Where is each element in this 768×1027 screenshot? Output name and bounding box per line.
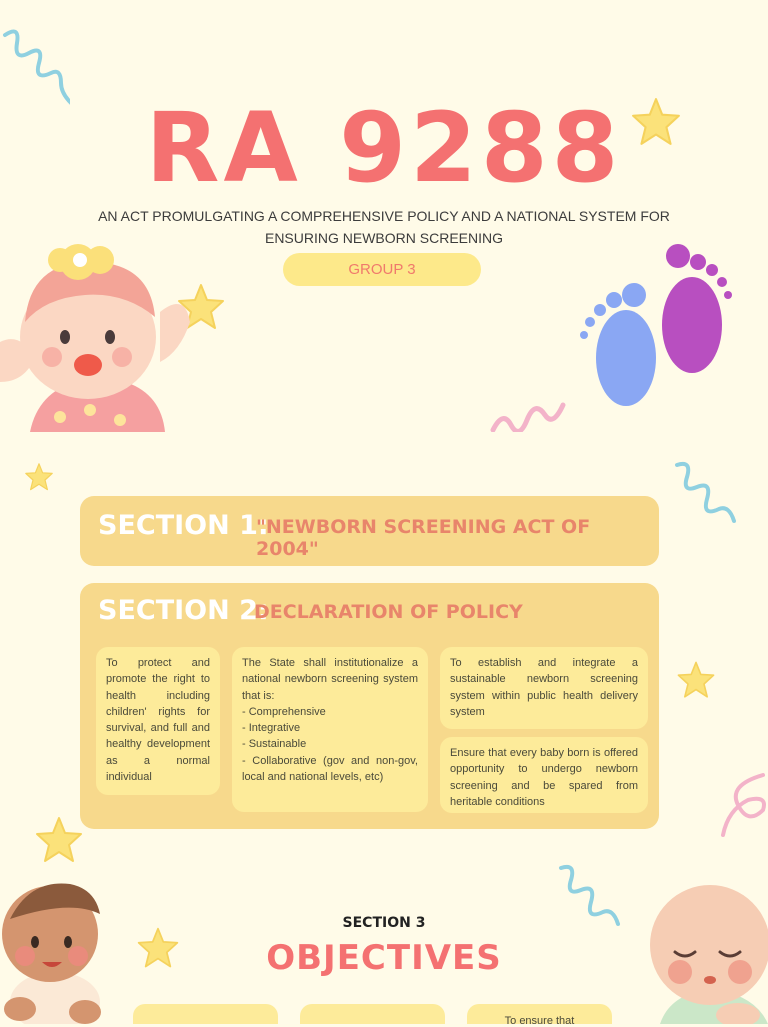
objective-card-text: To ensure that bbox=[504, 1015, 575, 1027]
section-1-title: "NEWBORN SCREENING ACT OF 2004" bbox=[256, 516, 591, 560]
section-2-title: DECLARATION OF POLICY bbox=[254, 601, 523, 623]
baby-girl-illustration bbox=[0, 232, 200, 432]
section-1-heading: SECTION 1: bbox=[98, 510, 269, 541]
objective-card bbox=[300, 1004, 445, 1024]
list-item: - Sustainable bbox=[242, 738, 307, 751]
star-icon bbox=[34, 815, 84, 865]
section-2-heading: SECTION 2: bbox=[98, 595, 269, 626]
state-system-list bbox=[242, 704, 418, 785]
sleeping-baby-illustration bbox=[640, 880, 768, 1024]
subtitle-line-2: ENSURING NEWBORN SCREENING bbox=[264, 230, 504, 246]
state-system-intro: The State shall institutionalize a national newborn screening system that is: bbox=[242, 657, 418, 702]
policy-card-health-rights: To protect and promote the right to health including children' rights for survival, and full and healthy development as a normal individual bbox=[96, 647, 220, 795]
list-item: - Comprehensive bbox=[242, 705, 326, 718]
confetti-swirl-icon bbox=[672, 455, 742, 535]
page-title: RA 9288 bbox=[145, 92, 623, 204]
star-icon bbox=[676, 660, 716, 700]
confetti-swirl-icon bbox=[488, 390, 568, 432]
section-3-title: OBJECTIVES bbox=[266, 938, 502, 978]
star-icon bbox=[24, 462, 54, 492]
section-3-label: SECTION 3 bbox=[342, 915, 426, 931]
objective-card bbox=[133, 1004, 278, 1024]
confetti-swirl-icon bbox=[718, 770, 768, 840]
section-1-panel bbox=[80, 496, 659, 566]
objective-card bbox=[467, 1004, 612, 1027]
confetti-swirl-icon bbox=[0, 15, 70, 105]
baby-footprints-icon bbox=[576, 240, 746, 415]
policy-card-every-baby: Ensure that every baby born is offered opportunity to undergo newborn screening and be spared from heritable conditions bbox=[440, 737, 648, 813]
list-item: - Integrative bbox=[242, 722, 301, 735]
group-badge: GROUP 3 bbox=[283, 253, 481, 286]
section-2-panel bbox=[80, 583, 659, 829]
crawling-baby-illustration bbox=[0, 874, 110, 1024]
page-subtitle bbox=[80, 205, 688, 249]
list-item: - Collaborative (gov and non-gov, local and national levels, etc) bbox=[242, 754, 418, 784]
policy-card-sustainable-system: To establish and integrate a sustainable newborn screening system within public health delivery system bbox=[440, 647, 648, 729]
subtitle-line-1: AN ACT PROMULGATING A COMPREHENSIVE POLICY AND A NATIONAL SYSTEM FOR bbox=[98, 208, 670, 224]
policy-card-state-system bbox=[232, 647, 428, 812]
